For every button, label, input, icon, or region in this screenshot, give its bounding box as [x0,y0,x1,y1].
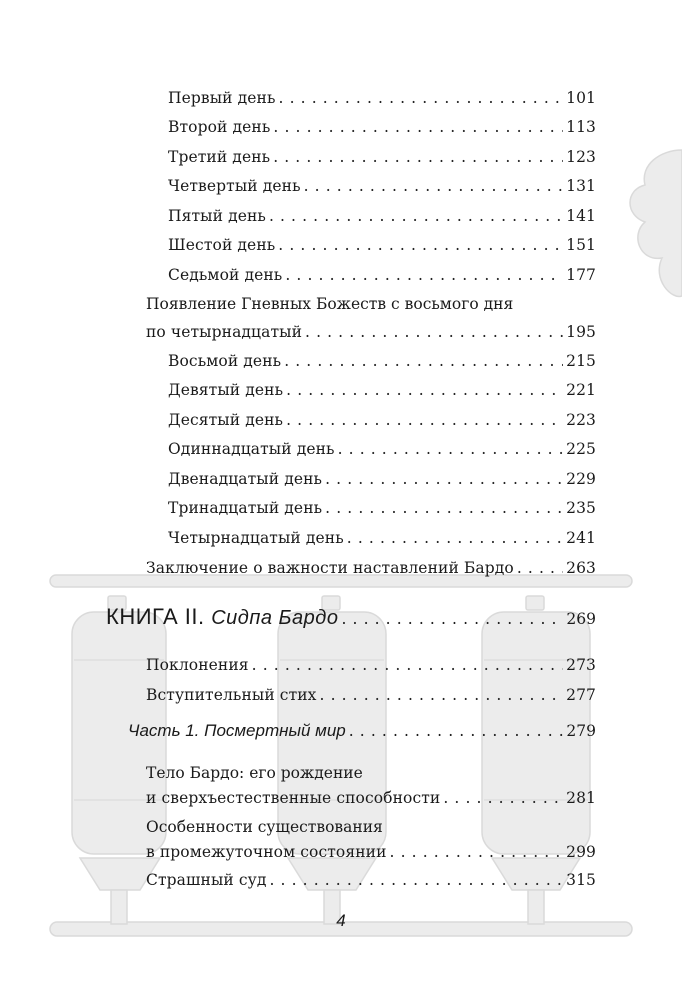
toc-entry [168,265,596,285]
toc-section-title-line1: Появление Гневных Божеств с восьмого дня [146,295,514,313]
toc-entry-page: 151 [566,236,596,254]
toc-entry-title: Вступительный стих [146,686,317,704]
toc-entry [168,206,596,226]
toc-entry-page: 277 [566,686,596,704]
leader-dots [278,235,563,255]
toc-entry-title: в промежуточном состоянии [146,843,387,861]
toc-entry-title: Одиннадцатый день [168,440,335,458]
leader-dots [338,439,564,459]
toc-entry-page: 195 [566,323,596,341]
toc-entry-title: Тринадцатый день [168,499,323,517]
toc-section-entry [146,655,596,675]
toc-entry-page: 279 [566,722,596,740]
toc-entry-title: Третий день [168,148,271,166]
toc-entry [168,176,596,196]
toc-entry [168,351,596,371]
toc-section-entry [146,322,596,342]
toc-book-heading [106,604,596,630]
toc-section-entry [146,558,596,578]
toc-entry-page: 131 [566,177,596,195]
leader-dots [347,528,563,548]
toc-entry-page: 225 [566,440,596,458]
toc-entry-page: 315 [566,871,596,889]
leader-dots [273,117,563,137]
leader-dots [390,842,564,862]
leader-dots [305,322,563,342]
toc-entry-page: 229 [566,470,596,488]
toc-entry-page: 221 [566,381,596,399]
part-title: Часть 1. Посмертный мир [128,721,346,740]
toc-entry-page: 177 [566,266,596,284]
toc-entry-page: 299 [566,843,596,861]
toc-entry-title: Двенадцатый день [168,470,323,488]
toc-section-entry [146,842,596,862]
toc-entry [168,439,596,459]
toc-section-entry [146,685,596,705]
toc-entry-title: Заключение о важности наставлений Бардо [146,559,514,577]
toc-entry-title: Шестой день [168,236,276,254]
leader-dots [443,788,563,808]
toc-entry [168,469,596,489]
page-number: 4 [336,911,346,930]
toc-section-entry [146,788,596,808]
toc-entry-page: 223 [566,411,596,429]
toc-entry-title: Первый день [168,89,276,107]
toc-entry [168,147,596,167]
leader-dots [284,351,563,371]
leader-dots [269,206,563,226]
leader-dots [269,870,563,890]
book-label: КНИГА II. [106,604,205,629]
leader-dots [273,147,563,167]
leader-dots [285,265,563,285]
toc-entry-title: Четырнадцатый день [168,529,344,547]
leader-dots [304,176,564,196]
toc-entry-title: Четвертый день [168,177,301,195]
toc-entry-page: 235 [566,499,596,517]
toc-entry-page: 241 [566,529,596,547]
leader-dots [279,88,564,108]
toc-entry-page: 141 [566,207,596,225]
toc-entry-page: 281 [566,789,596,807]
book-title: Сидпа Бардо [211,607,339,629]
toc-entry-title: Восьмой день [168,352,282,370]
leader-dots [349,722,564,740]
toc-entry-title: Второй день [168,118,271,136]
toc-entry [168,498,596,518]
leader-dots [286,380,563,400]
toc-entry [168,410,596,430]
toc-section-title-line1: Особенности существования [146,818,383,836]
toc-entry-page: 215 [566,352,596,370]
toc-entry-page: 269 [566,610,596,628]
toc-entry-title: Поклонения [146,656,249,674]
leader-dots [252,655,563,675]
toc-entry [168,380,596,400]
leader-dots [517,558,563,578]
toc-entry-title: Девятый день [168,381,284,399]
toc-entry-page: 273 [566,656,596,674]
toc-entry [168,528,596,548]
leader-dots [320,685,564,705]
toc-entry [168,235,596,255]
toc-entry-title: Пятый день [168,207,266,225]
toc-part-heading [128,721,596,741]
toc-entry-page: 123 [566,148,596,166]
toc-entry-page: 263 [566,559,596,577]
toc-entry-title: Страшный суд [146,871,267,889]
toc-section-entry [146,870,596,890]
toc-entry-title: Седьмой день [168,266,283,284]
leader-dots [286,410,563,430]
toc-entry-page: 113 [566,118,596,136]
toc-entry-title: и сверхъестественные способности [146,789,441,807]
toc-entry-page: 101 [566,89,596,107]
leader-dots [325,498,563,518]
toc-entry-title: по четырнадцатый [146,323,303,341]
toc-entry [168,88,596,108]
leader-dots [325,469,563,489]
toc-section-title-line1: Тело Бардо: его рождение [146,764,363,782]
book-heading-text [106,604,338,630]
toc-entry-title: Десятый день [168,411,284,429]
toc-entry [168,117,596,137]
leader-dots [341,610,563,628]
